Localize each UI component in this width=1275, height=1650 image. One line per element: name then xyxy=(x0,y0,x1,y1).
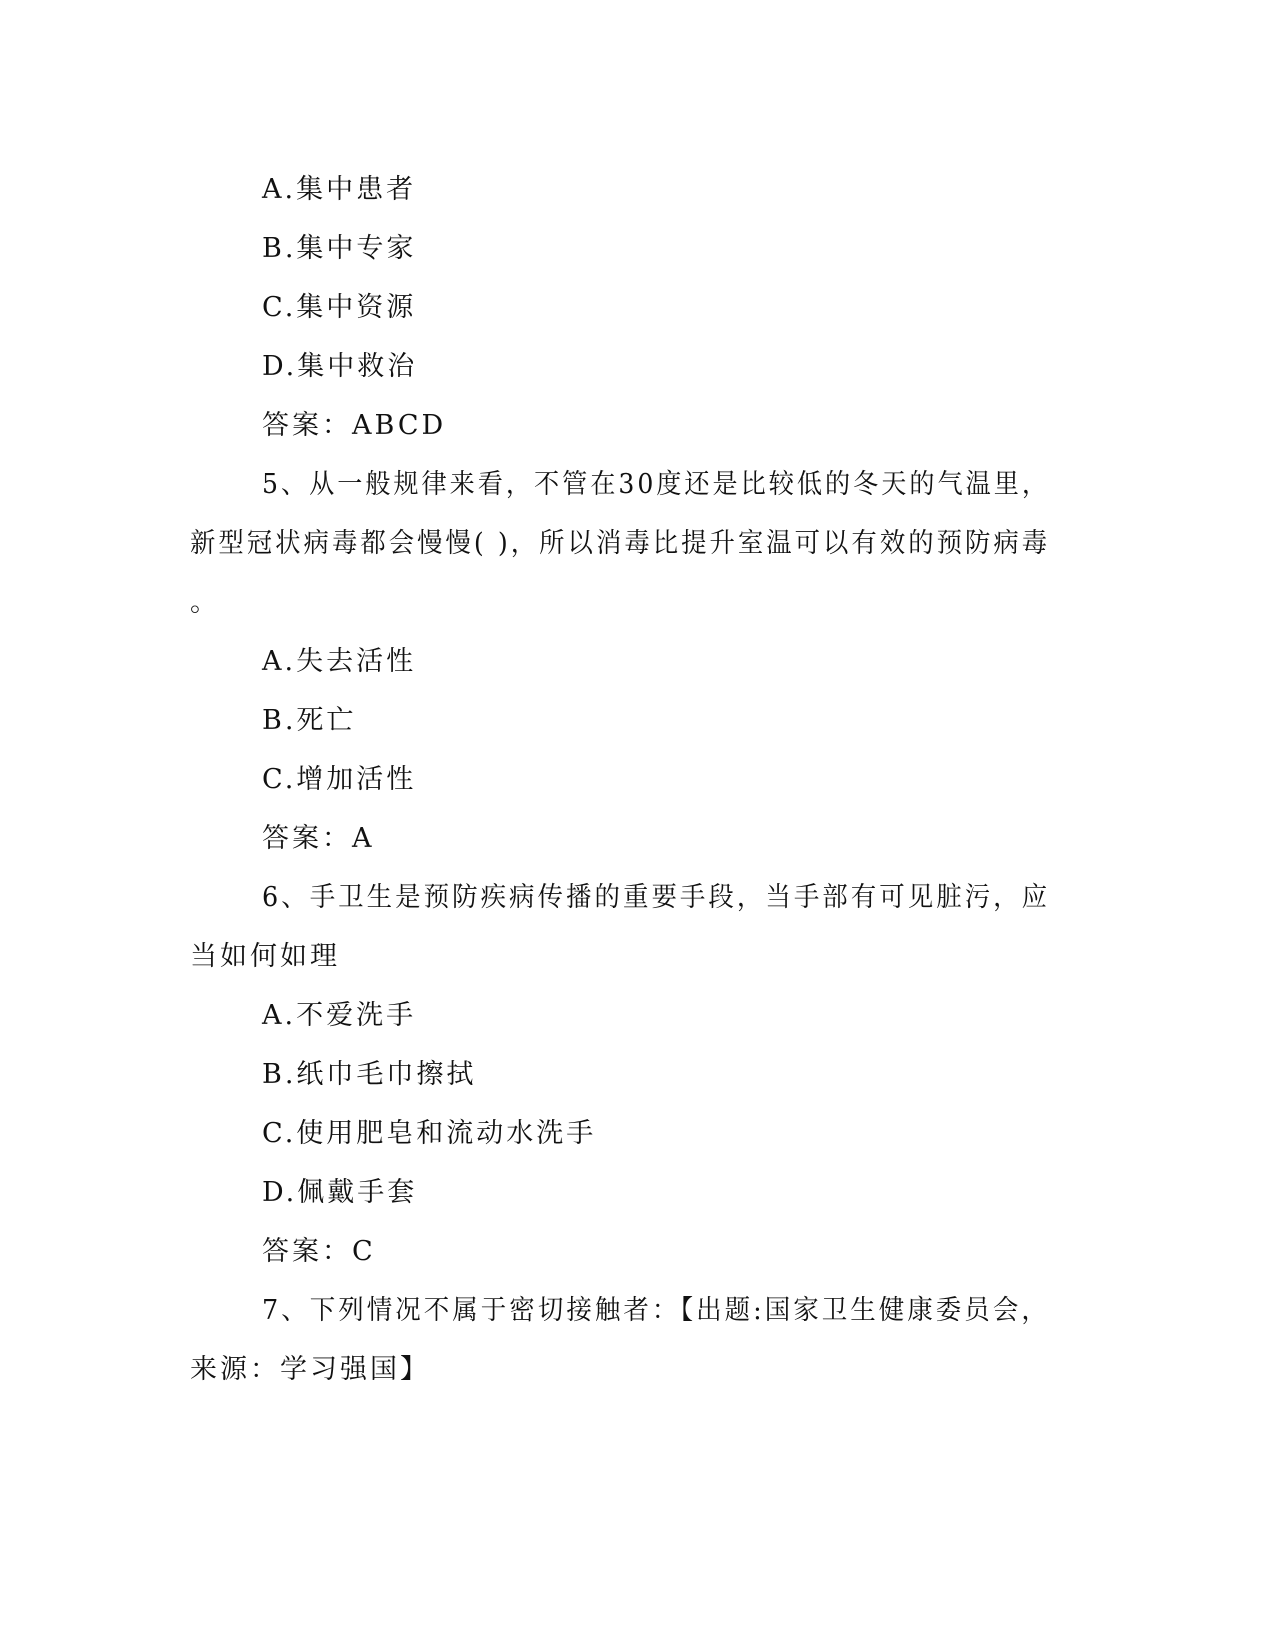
q4-option-a: A.集中患者 xyxy=(262,174,417,205)
q5-answer: 答案：A xyxy=(262,823,375,854)
q6-question-line-2: 当如何如理 xyxy=(190,941,340,972)
q7-question-line-2: 来源：学习强国】 xyxy=(190,1354,430,1385)
q6-question-line-1: 6、手卫生是预防疾病传播的重要手段，当手部有可见脏污，应 xyxy=(262,882,1051,913)
q4-option-b: B.集中专家 xyxy=(262,233,417,264)
q5-question-line-2: 新型冠状病毒都会慢慢( )，所以消毒比提升室温可以有效的预防病毒 xyxy=(190,528,1051,559)
q5-option-c: C.增加活性 xyxy=(262,764,417,795)
q5-option-a: A.失去活性 xyxy=(262,646,417,677)
q6-option-b: B.纸巾毛巾擦拭 xyxy=(262,1059,477,1090)
q4-answer: 答案：ABCD xyxy=(262,410,447,441)
q6-option-d: D.佩戴手套 xyxy=(262,1177,418,1208)
q7-question-line-1: 7、下列情况不属于密切接触者：【出题:国家卫生健康委员会， xyxy=(262,1295,1050,1326)
q5-question-line-1: 5、从一般规律来看，不管在30度还是比较低的冬天的气温里， xyxy=(262,469,1050,500)
q6-answer: 答案：C xyxy=(262,1236,376,1267)
q5-question-line-3: 。 xyxy=(190,587,220,618)
q4-option-c: C.集中资源 xyxy=(262,292,417,323)
q6-option-a: A.不爱洗手 xyxy=(262,1000,417,1031)
q5-option-b: B.死亡 xyxy=(262,705,357,736)
q4-option-d: D.集中救治 xyxy=(262,351,418,382)
q6-option-c: C.使用肥皂和流动水洗手 xyxy=(262,1118,597,1149)
